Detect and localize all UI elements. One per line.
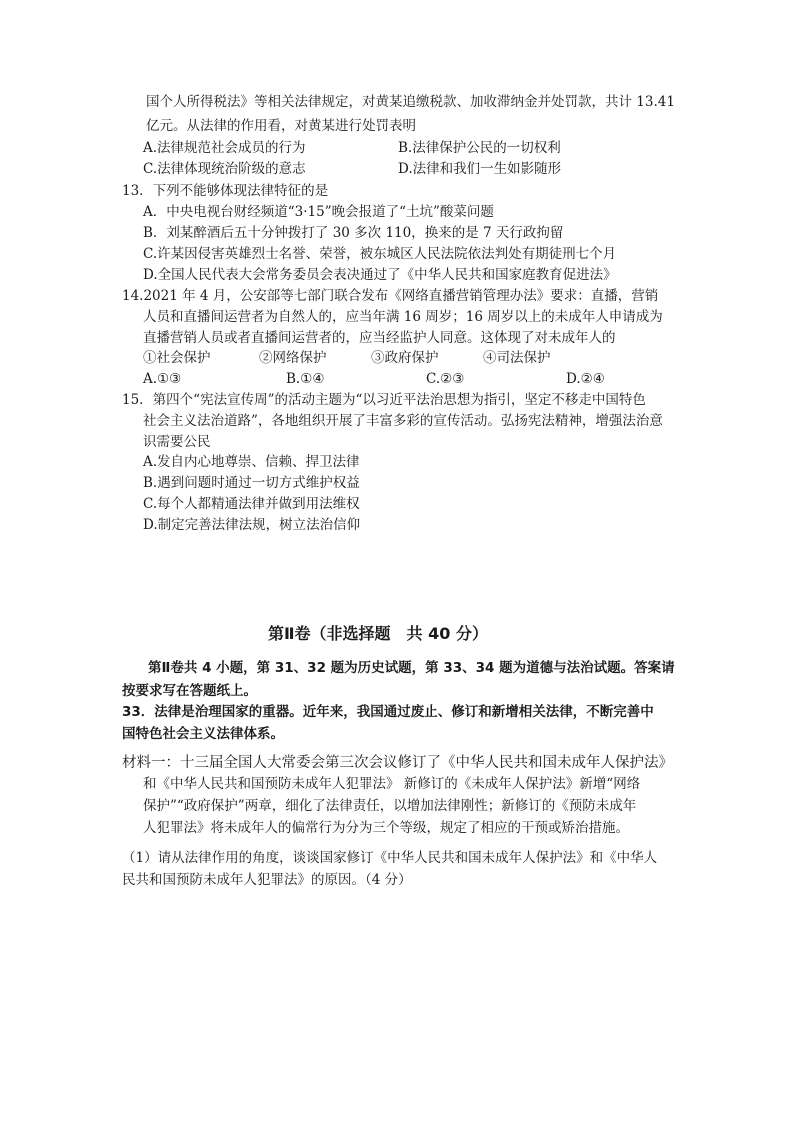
q33-stem-line2: 国特色社会主义法律体系。 (122, 726, 284, 742)
q12-stem-line1: 国个人所得税法》等相关法律规定，对黄某追缴税款、加收滞纳金并处罚款，共计 13.41 (146, 94, 675, 110)
q15-stem-line2: 社会主义法治道路”，各地组织开展了丰富多彩的宣传活动。弘扬宪法精神，增强法治意 (143, 413, 663, 429)
material1-line2: 和《中华人民共和国预防未成年人犯罪法》 新修订的《未成年人保护法》新增“网络 (143, 776, 641, 792)
q33-sub1-line2: 民共和国预防未成年人犯罪法》的原因。（4 分） (122, 872, 412, 888)
q15-option-d: D.制定完善法律法规，树立法治信仰 (143, 517, 361, 533)
part2-note-line2: 按要求写在答题纸上。 (122, 683, 257, 699)
q13-option-c: C.许某因侵害英雄烈士名誉、荣誉，被东城区人民法院依法判处有期徒刑七个月 (143, 246, 617, 262)
q12-stem-line2: 亿元。从法律的作用看，对黄某进行处罚表明 (146, 118, 416, 134)
q13-option-d: D.全国人民代表大会常务委员会表决通过了《中华人民共和国家庭教育促进法》 (143, 267, 617, 283)
q14-stem-line3: 直播营销人员或者直播间运营者的，应当经监护人同意。这体现了对未成年人的 (143, 330, 616, 346)
material1-line3: 保护”“政府保护”两章，细化了法律责任，以增加法律刚性；新修订的《预防未成年 (143, 798, 637, 814)
q12-option-a: A.法律规范社会成员的行为 (143, 140, 306, 156)
q15-stem-line3: 识需要公民 (143, 434, 211, 450)
q15-option-c: C.每个人都精通法律并做到用法维权 (143, 496, 360, 512)
q15-option-a: A.发自内心地尊崇、信赖、捍卫法律 (143, 454, 360, 470)
q14-item-4: ④司法保护 (483, 350, 551, 366)
q12-option-d: D.法律和我们一生如影随形 (398, 161, 562, 177)
q14-stem-line2: 人员和直播间运营者为自然人的，应当年满 16 周岁；16 周岁以上的未成年人申请成为 (143, 309, 663, 325)
q33-stem-line1: 33．法律是治理国家的重器。近年来，我国通过废止、修订和新增相关法律，不断完善中 (122, 704, 654, 720)
q14-option-d: D.②④ (566, 371, 605, 387)
q13-stem: 13．下列不能够体现法律特征的是 (122, 183, 329, 199)
q14-item-1: ①社会保护 (143, 350, 211, 366)
q14-item-2: ②网络保护 (259, 350, 327, 366)
q12-option-b: B.法律保护公民的一切权利 (398, 140, 561, 156)
part2-note-line1: 第Ⅱ卷共 4 小题，第 31、32 题为历史试题，第 33、34 题为道德与法治试题。答案请 (148, 660, 675, 676)
q14-option-c: C.②③ (426, 371, 465, 387)
q15-option-b: B.遇到问题时通过一切方式维护权益 (143, 475, 360, 491)
q33-sub1-line1: （1）请从法律作用的角度，谈谈国家修订《中华人民共和国未成年人保护法》和《中华人 (122, 850, 658, 866)
q14-stem-line1: 14.2021 年 4 月，公安部等七部门联合发布《网络直播营销管理办法》要求：直播，营销 (122, 288, 659, 304)
q13-option-a: A．中央电视台财经频道“3·15”晚会报道了“土坑”酸菜问题 (143, 204, 494, 220)
q13-option-b: B．刘某醉酒后五十分钟拨打了 30 多次 110，换来的是 7 天行政拘留 (143, 225, 564, 241)
q14-item-3: ③政府保护 (371, 350, 439, 366)
part2-title: 第Ⅱ卷（非选择题 共 40 分） (268, 624, 488, 643)
material1-line4: 人犯罪法》将未成年人的偏常行为分为三个等级，规定了相应的干预或矫治措施。 (143, 820, 629, 836)
q12-option-c: C.法律体现统治阶级的意志 (143, 161, 306, 177)
material1-line1: 材料一：十三届全国人大常委会第三次会议修订了《中华人民共和国未成年人保护法》 (122, 755, 673, 771)
q14-option-b: B.①④ (286, 371, 325, 387)
q14-option-a: A.①③ (143, 371, 182, 387)
q15-stem-line1: 15．第四个“宪法宣传周”的活动主题为“以习近平法治思想为指引，坚定不移走中国特色 (122, 392, 646, 408)
